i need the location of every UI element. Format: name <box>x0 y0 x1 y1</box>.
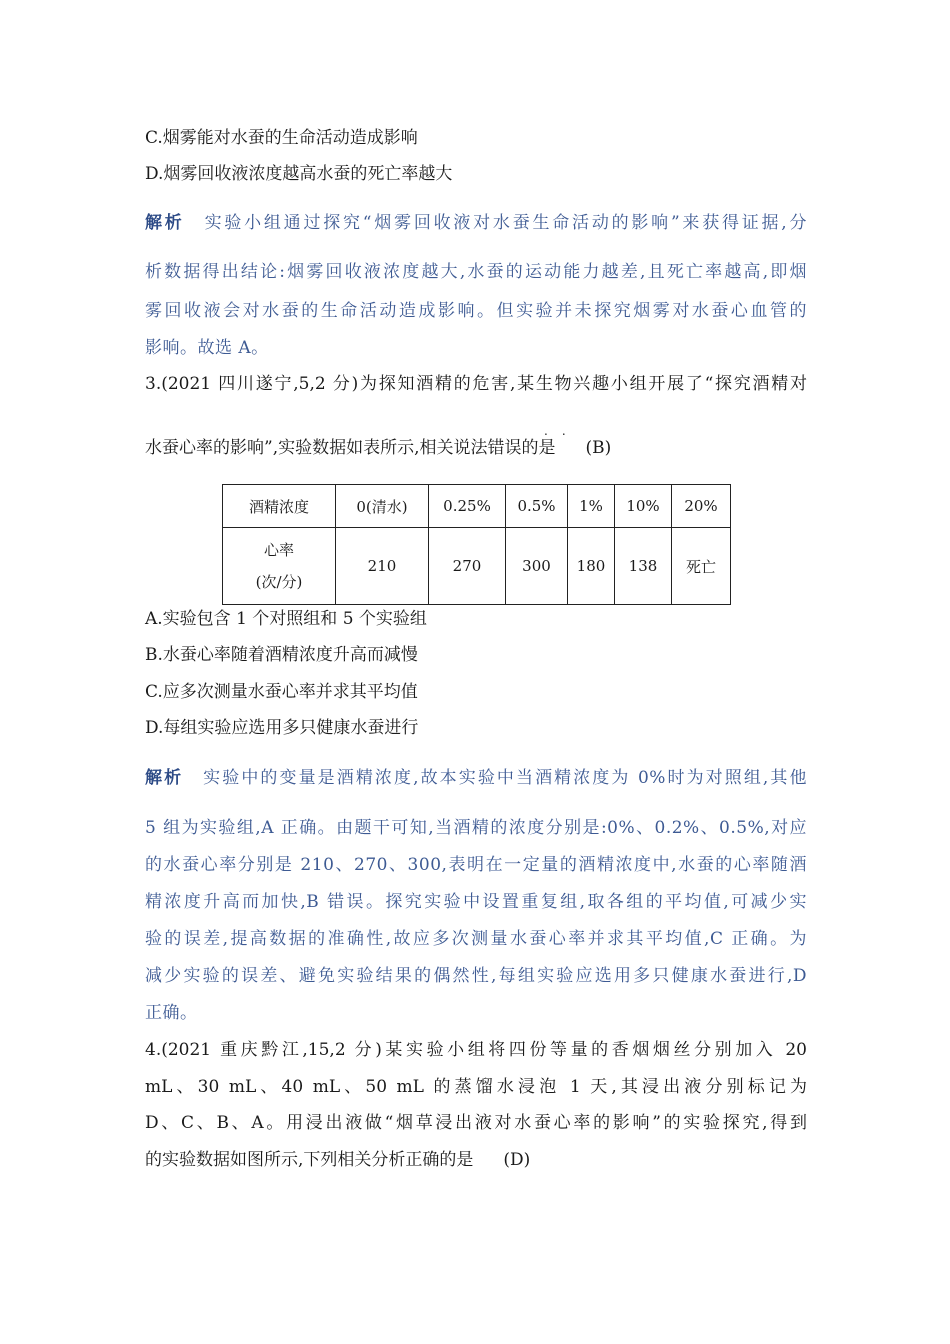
table-cell: 10% <box>615 485 672 528</box>
table-cell: 1% <box>568 485 615 528</box>
table-cell: 210 <box>336 528 429 605</box>
analysis2-line7: 正确。 <box>145 1003 198 1023</box>
data-table <box>222 484 731 605</box>
analysis2-line3: 的水蚕心率分别是 210、270、300,表明在一定量的酒精浓度中,水蚕的心率随酒 <box>145 855 807 875</box>
option-d-prev: D.烟雾回收液浓度越高水蚕的死亡率越大 <box>145 164 453 184</box>
table-header-label: 酒精浓度 <box>223 485 336 528</box>
q3-stem-line1: 3.(2021 四川遂宁,5,2 分)为探知酒精的危害,某生物兴趣小组开展了“探究酒精对 <box>145 374 807 394</box>
analysis1-line2: 析数据得出结论:烟雾回收液浓度越大,水蚕的运动能力越差,且死亡率越高,即烟 <box>145 262 807 282</box>
table-row-label: 心率 (次/分) <box>223 528 336 605</box>
q3-option-a: A.实验包含 1 个对照组和 5 个实验组 <box>145 609 427 629</box>
analysis-label: 解析 <box>145 768 184 788</box>
analysis-label: 解析 <box>145 213 185 233</box>
table-cell: 0.25% <box>429 485 506 528</box>
analysis1-line3: 雾回收液会对水蚕的生命活动造成影响。但实验并未探究烟雾对水蚕心血管的 <box>145 301 807 321</box>
q3-answer: (B) <box>585 438 612 458</box>
q4-stem-line1: 4.(2021 重庆黔江,15,2 分)某实验小组将四份等量的香烟烟丝分别加入 20 <box>145 1040 807 1060</box>
table-row <box>223 485 731 528</box>
q4-stem-line2: mL、30 mL、40 mL、50 mL 的蒸馏水浸泡 1 天,其浸出液分别标记为 <box>145 1077 807 1097</box>
q3-option-d: D.每组实验应选用多只健康水蚕进行 <box>145 718 419 738</box>
analysis2-line5: 验的误差,提高数据的准确性,故应多次测量水蚕心率并求其平均值,C 正确。为 <box>145 929 807 949</box>
table-cell: 138 <box>615 528 672 605</box>
table-row <box>223 528 731 605</box>
analysis2-line1: 解析 实验中的变量是酒精浓度,故本实验中当酒精浓度为 0%时为对照组,其他 <box>145 768 807 788</box>
analysis2-line4: 精浓度升高而加快,B 错误。探究实验中设置重复组,取各组的平均值,可减少实 <box>145 892 807 912</box>
table-cell: 20% <box>672 485 731 528</box>
q4-answer: (D) <box>503 1150 531 1170</box>
emphasis-dots: .. <box>544 424 580 438</box>
table-cell: 0(清水) <box>336 485 429 528</box>
q3-stem-line2: 水蚕心率的影响”,实验数据如表所示,相关说法错误的是 (B) <box>145 438 612 458</box>
table-cell: 0.5% <box>506 485 568 528</box>
table-cell: 180 <box>568 528 615 605</box>
table-cell: 270 <box>429 528 506 605</box>
analysis1-line4: 影响。故选 A。 <box>145 338 269 358</box>
q3-option-b: B.水蚕心率随着酒精浓度升高而减慢 <box>145 645 418 665</box>
analysis2-line6: 减少实验的误差、避免实验结果的偶然性,每组实验应选用多只健康水蚕进行,D <box>145 966 807 986</box>
analysis1-line1: 解析 实验小组通过探究“烟雾回收液对水蚕生命活动的影响”来获得证据,分 <box>145 213 807 233</box>
q4-stem-line4: 的实验数据如图所示,下列相关分析正确的是 (D) <box>145 1150 531 1170</box>
q4-stem-line3: D、C、B、A。用浸出液做“烟草浸出液对水蚕心率的影响”的实验探究,得到 <box>145 1113 807 1133</box>
q3-option-c: C.应多次测量水蚕心率并求其平均值 <box>145 682 418 702</box>
option-c-prev: C.烟雾能对水蚕的生命活动造成影响 <box>145 128 418 148</box>
table-cell: 300 <box>506 528 568 605</box>
table-cell: 死亡 <box>672 528 731 605</box>
analysis2-line2: 5 组为实验组,A 正确。由题干可知,当酒精的浓度分别是:0%、0.2%、0.5%,对应 <box>145 818 807 838</box>
